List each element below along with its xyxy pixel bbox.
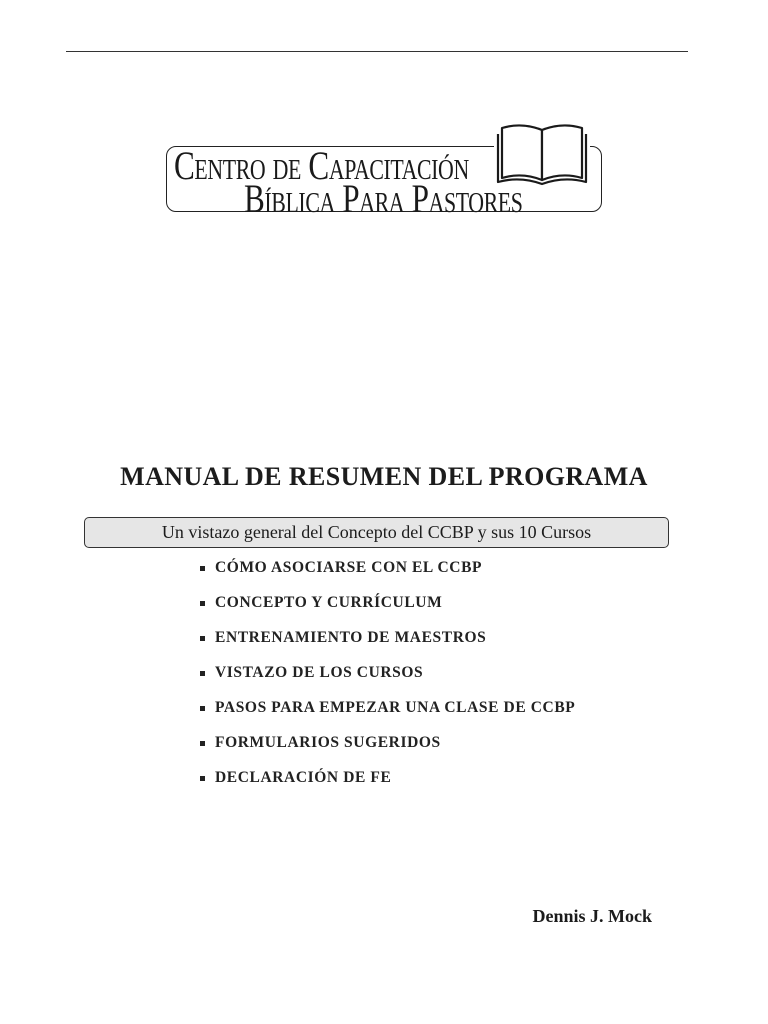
list-item-text: PASOS PARA EMPEZAR UNA CLASE DE CCBP [215, 699, 576, 716]
list-item-text: ENTRENAMIENTO DE MAESTROS [215, 629, 487, 646]
square-bullet-icon [200, 776, 205, 781]
logo-line-2: Bíblica Para Pastores [244, 176, 523, 221]
square-bullet-icon [200, 636, 205, 641]
page-title: MANUAL DE RESUMEN DEL PROGRAMA [120, 462, 648, 491]
list-item-text: CONCEPTO Y CURRÍCULUM [215, 594, 443, 611]
list-item-text: FORMULARIOS SUGERIDOS [215, 734, 441, 751]
square-bullet-icon [200, 741, 205, 746]
author-name: Dennis J. Mock [532, 906, 652, 926]
square-bullet-icon [200, 671, 205, 676]
subtitle-box: Un vistazo general del Concepto del CCBP y sus 10 Cursos [84, 517, 669, 548]
ccbp-logo [160, 120, 610, 220]
list-item-text: CÓMO ASOCIARSE CON EL CCBP [215, 559, 483, 576]
logo-line-1: Centro de Capacitación [174, 143, 469, 188]
square-bullet-icon [200, 601, 205, 606]
list-item-text: DECLARACIÓN DE FE [215, 769, 392, 786]
open-book-icon [494, 122, 590, 186]
square-bullet-icon [200, 706, 205, 711]
list-item-text: VISTAZO DE LOS CURSOS [215, 664, 424, 681]
top-rule [66, 51, 688, 52]
square-bullet-icon [200, 566, 205, 571]
